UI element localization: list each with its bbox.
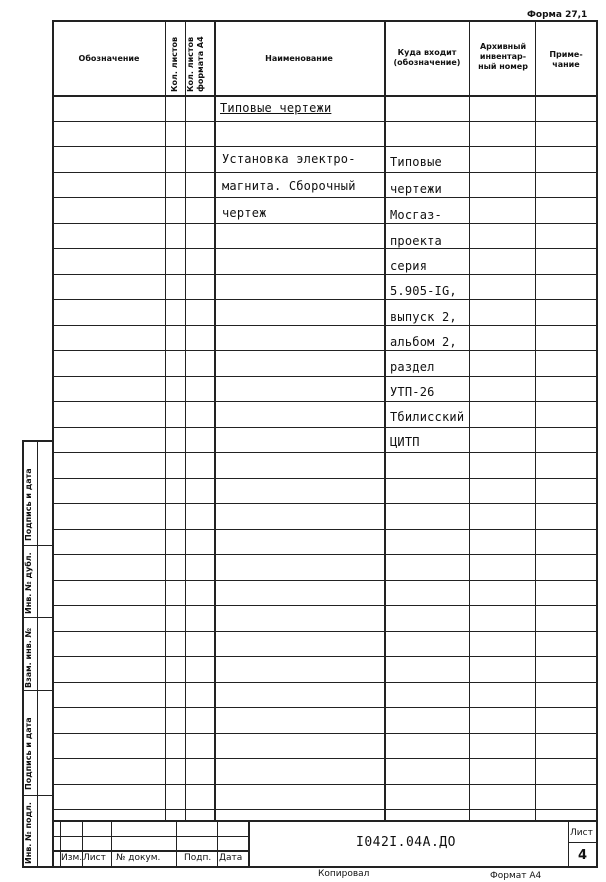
where-line-12: ЦИТП: [390, 435, 420, 449]
header-archive-no: Архивный инвентар-ный номер: [478, 42, 528, 71]
stamp-top: [52, 820, 598, 822]
table-row-line: [52, 656, 596, 657]
section-title: Типовые чертежи: [220, 101, 332, 115]
table-row-line: [52, 172, 596, 173]
table-row-line: [52, 274, 596, 275]
where-line-10: УТП-26: [390, 385, 435, 399]
table-row-line: [52, 452, 596, 453]
where-line-8: альбом 2,: [390, 335, 457, 349]
table-row-line: [52, 197, 596, 198]
frame-right: [596, 20, 598, 868]
where-line-9: раздел: [390, 360, 435, 374]
document-code: I042I.04А.ДО: [356, 835, 456, 850]
table-row-line: [52, 248, 596, 249]
footer-format: Формат А4: [490, 871, 542, 881]
where-line-2: чертежи: [390, 182, 442, 196]
header-separator: [52, 95, 598, 97]
header-note: Приме-чание: [549, 50, 583, 69]
header-sheet-count: Кол. листов: [170, 36, 179, 92]
stamp-col-doc: № докум.: [116, 853, 161, 863]
table-row-line: [52, 682, 596, 683]
table-row-line: [52, 529, 596, 530]
table-row-line: [52, 580, 596, 581]
where-line-5: серия: [390, 259, 428, 273]
side-strip-top: [22, 440, 54, 442]
frame-left: [52, 20, 54, 868]
table-row-line: [52, 350, 596, 351]
where-line-4: проекта: [390, 234, 442, 248]
table-row-line: [52, 631, 596, 632]
side-label-sign-date-2: Подпись и дата: [24, 717, 33, 790]
side-label-vzam-inv: Взам. инв. №: [24, 627, 33, 688]
sheet-label: Лист: [570, 828, 593, 838]
table-row-line: [52, 784, 596, 785]
table-row-line: [52, 809, 596, 810]
name-line-1: Установка электро-: [222, 152, 356, 166]
table-row-line: [52, 554, 596, 555]
stamp-col-izm: Изм.: [61, 853, 83, 863]
side-strip-mid: [37, 440, 38, 868]
stamp-col-list: Лист: [83, 853, 106, 863]
where-line-1: Типовые: [390, 155, 442, 169]
where-line-7: выпуск 2,: [390, 310, 457, 324]
side-label-inv-dubl: Инв. № дубл.: [24, 552, 33, 614]
sheet-number: 4: [578, 848, 588, 863]
header-designation: Обозначение: [78, 54, 140, 63]
where-line-6: 5.905-IG,: [390, 284, 457, 298]
where-line-3: Мосгаз-: [390, 208, 442, 222]
table-row-line: [52, 299, 596, 300]
header-a4-count: Кол. листов формата А4: [186, 36, 205, 92]
table-row-line: [52, 605, 596, 606]
side-label-sign-date-1: Подпись и дата: [24, 468, 33, 541]
table-row-line: [52, 146, 596, 147]
table-row-line: [52, 427, 596, 428]
table-row-line: [52, 401, 596, 402]
frame-top: [52, 20, 598, 22]
table-row-line: [52, 325, 596, 326]
table-row-line: [52, 758, 596, 759]
footer-copied: Копировал: [318, 869, 370, 879]
table-row-line: [52, 223, 596, 224]
name-line-3: чертеж: [222, 206, 267, 220]
table-row-line: [52, 733, 596, 734]
table-row-line: [52, 503, 596, 504]
header-where-used: Куда входит (обозначение): [393, 48, 461, 67]
form-label: Форма 27,1: [527, 10, 588, 20]
table-row-line: [52, 121, 596, 122]
table-row-line: [52, 478, 596, 479]
where-line-11: Тбилисский: [390, 410, 465, 424]
header-name: Наименование: [265, 54, 333, 63]
stamp-col-date: Дата: [219, 853, 243, 863]
name-line-2: магнита. Сборочный: [222, 179, 356, 193]
table-row-line: [52, 376, 596, 377]
side-label-inv-podl: Инв. № подл.: [24, 802, 33, 864]
stamp-col-sign: Подп.: [184, 853, 212, 863]
table-row-line: [52, 707, 596, 708]
frame-bottom: [22, 866, 598, 868]
